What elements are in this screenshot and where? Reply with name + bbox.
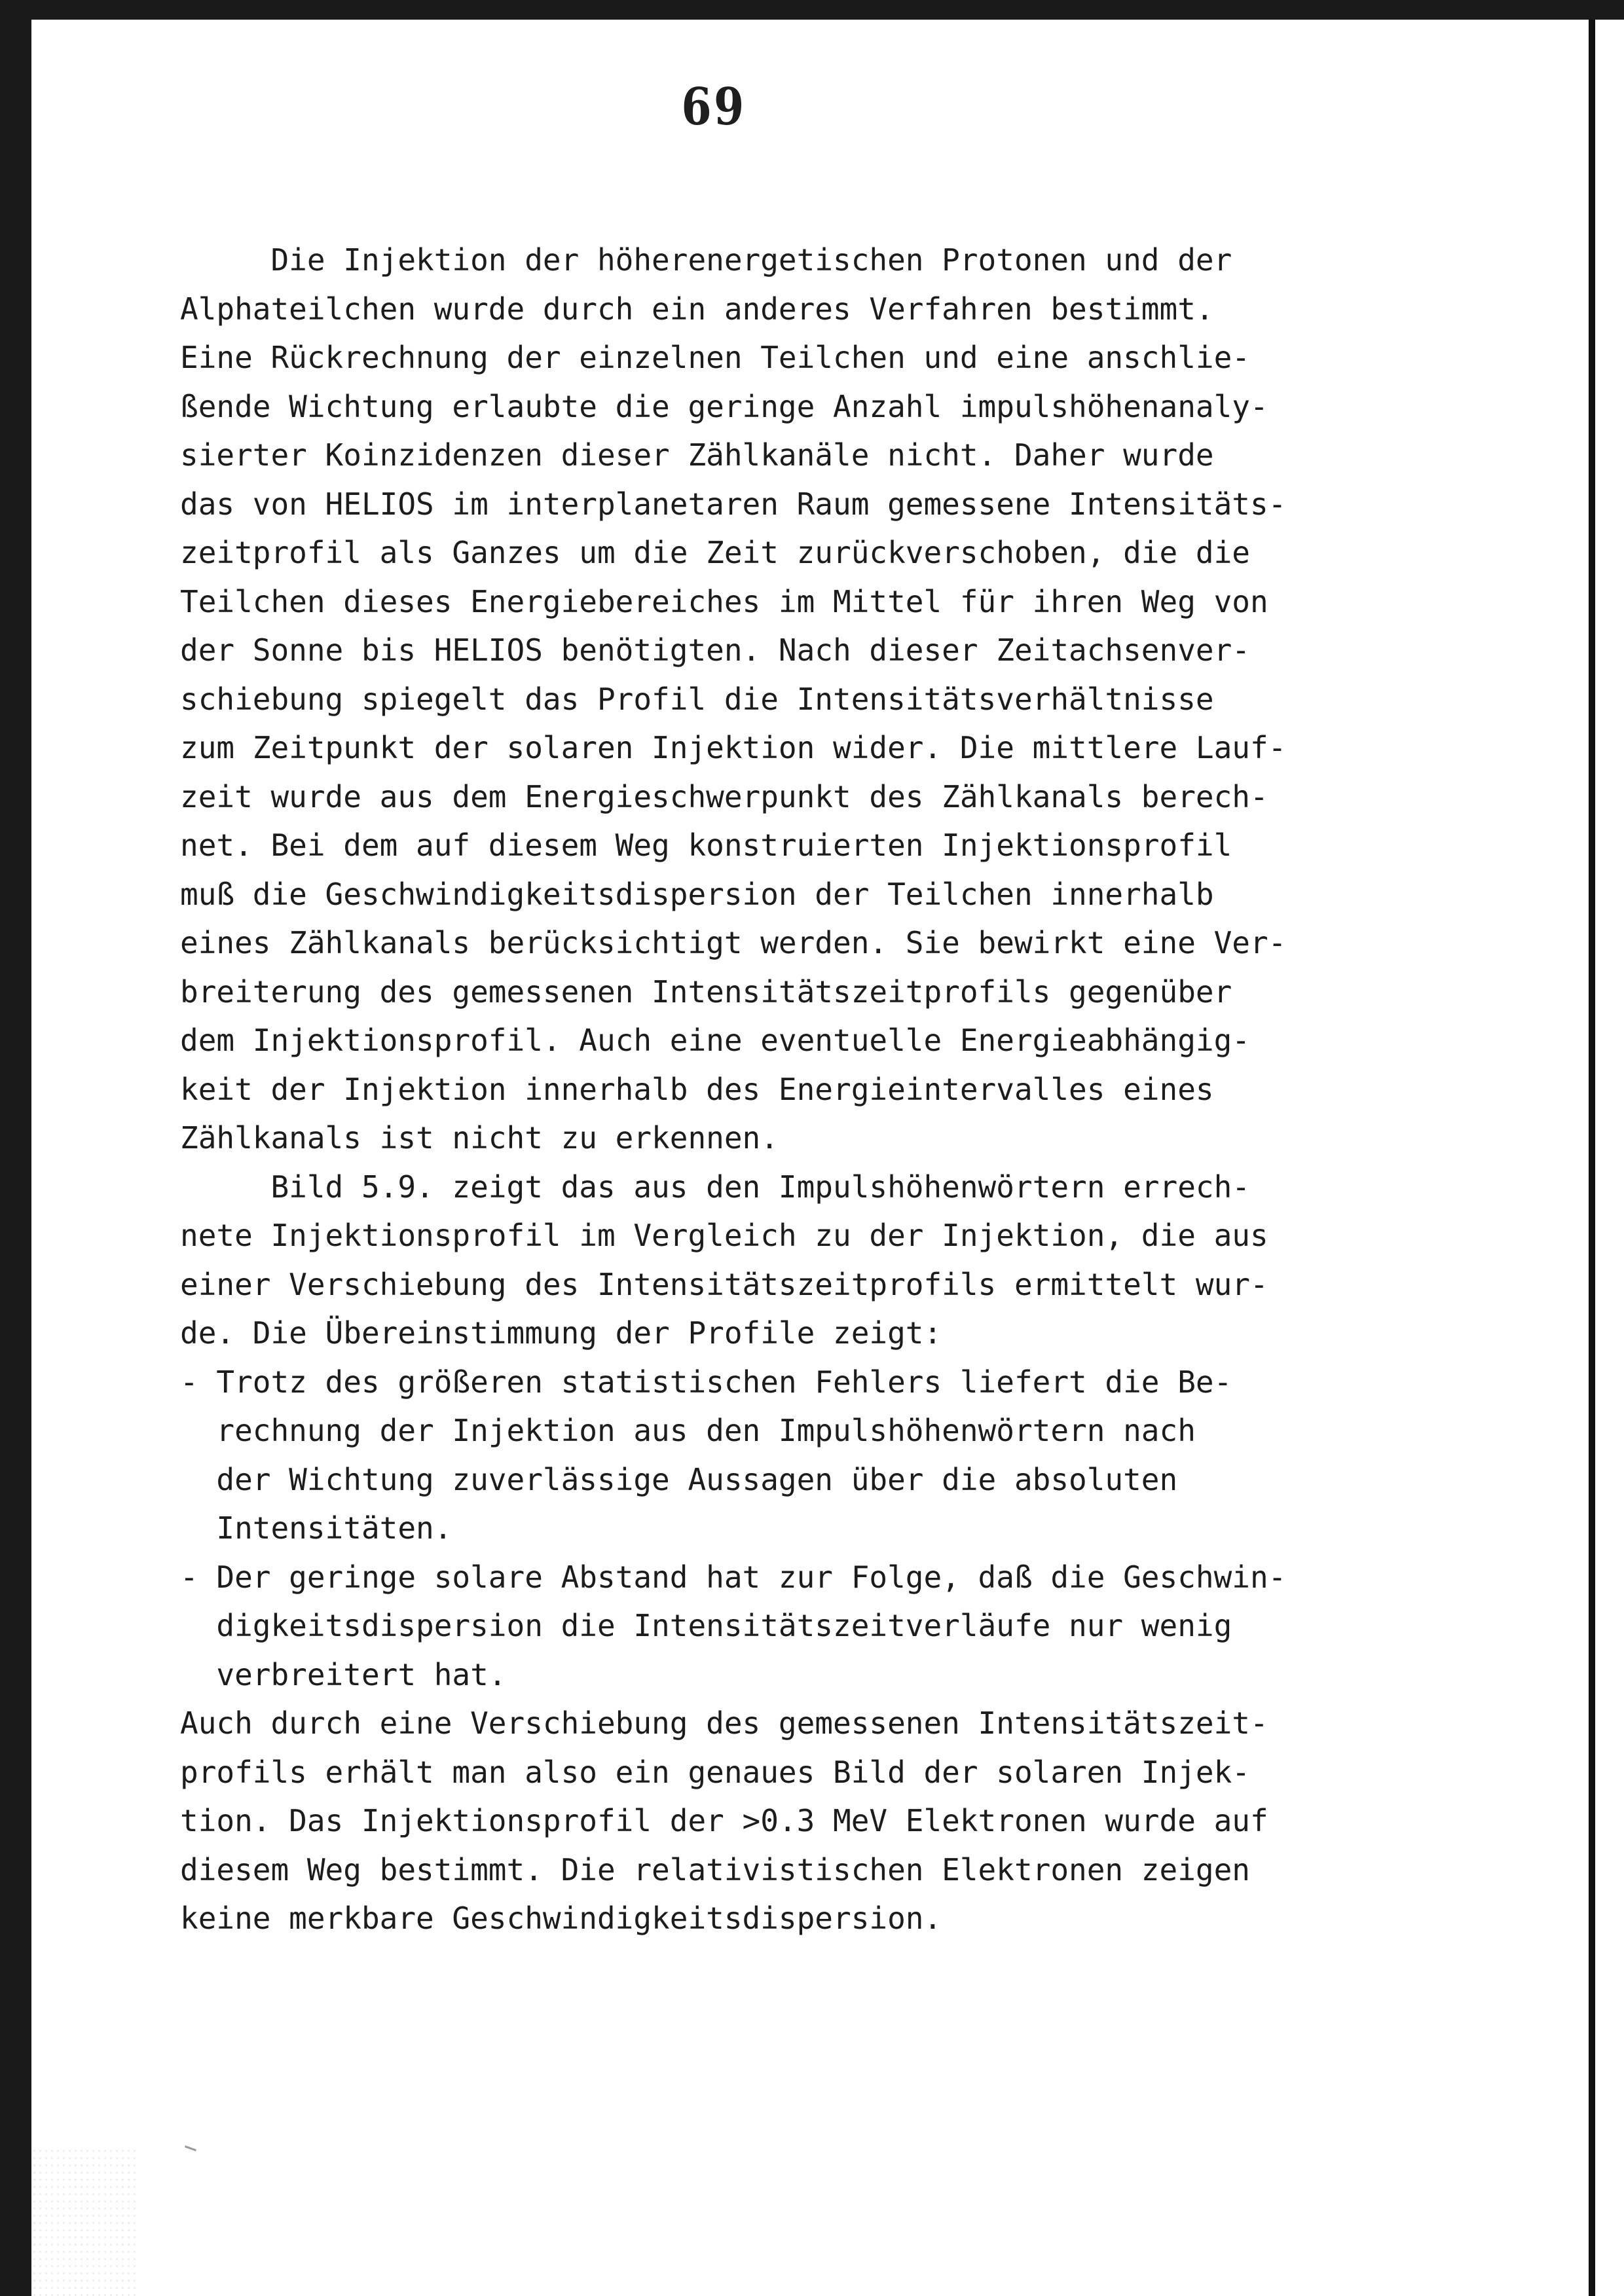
text-line: Auch durch eine Verschiebung des gemessenen Intensitätszeit- bbox=[180, 1705, 1268, 1741]
text-line: das von HELIOS im interplanetaren Raum gemessene Intensitäts- bbox=[180, 486, 1287, 522]
text-line: Alphateilchen wurde durch ein anderes Verfahren bestimmt. bbox=[180, 291, 1214, 327]
text-line: muß die Geschwindigkeitsdispersion der Teilchen innerhalb bbox=[180, 876, 1214, 912]
text-line: verbreitert hat. bbox=[180, 1656, 507, 1692]
text-line: sierter Koinzidenzen dieser Zählkanäle nicht. Daher wurde bbox=[180, 437, 1214, 473]
text-line: Bild 5.9. zeigt das aus den Impulshöhenwörtern errech- bbox=[180, 1169, 1250, 1205]
text-line: schiebung spiegelt das Profil die Intensitätsverhältnisse bbox=[180, 681, 1214, 717]
text-line: keit der Injektion innerhalb des Energieintervalles eines bbox=[180, 1071, 1214, 1107]
text-line: tion. Das Injektionsprofil der >0.3 MeV Elektronen wurde auf bbox=[180, 1803, 1268, 1838]
text-line: diesem Weg bestimmt. Die relativistischen Elektronen zeigen bbox=[180, 1851, 1250, 1887]
text-line: der Wichtung zuverlässige Aussagen über die absoluten bbox=[180, 1461, 1178, 1497]
scan-speckle bbox=[31, 2147, 136, 2296]
text-line: eines Zählkanals berücksichtigt werden. Sie bewirkt eine Ver- bbox=[180, 925, 1287, 960]
page-number: 69 bbox=[681, 77, 747, 137]
text-line: dem Injektionsprofil. Auch eine eventuelle Energieabhängig- bbox=[180, 1023, 1250, 1058]
text-line: - Trotz des größeren statistischen Fehlers liefert die Be- bbox=[180, 1364, 1232, 1400]
text-line: de. Die Übereinstimmung der Profile zeigt: bbox=[180, 1315, 942, 1351]
text-line: profils erhält man also ein genaues Bild der solaren Injek- bbox=[180, 1754, 1250, 1790]
text-line: digkeitsdispersion die Intensitätszeitverläufe nur wenig bbox=[180, 1608, 1232, 1643]
text-line: Intensitäten. bbox=[180, 1510, 452, 1546]
text-line: zum Zeitpunkt der solaren Injektion wider. Die mittlere Lauf- bbox=[180, 730, 1287, 765]
text-line: Eine Rückrechnung der einzelnen Teilchen und eine anschlie- bbox=[180, 340, 1250, 375]
text-line: ßende Wichtung erlaubte die geringe Anzahl impulshöhenanaly- bbox=[180, 388, 1268, 424]
text-line: zeit wurde aus dem Energieschwerpunkt des Zählkanals berech- bbox=[180, 778, 1268, 814]
text-line: nete Injektionsprofil im Vergleich zu der Injektion, die aus bbox=[180, 1218, 1268, 1253]
text-line: der Sonne bis HELIOS benötigten. Nach dieser Zeitachsenver- bbox=[180, 632, 1250, 668]
text-line: - Der geringe solare Abstand hat zur Folge, daß die Geschwin- bbox=[180, 1559, 1287, 1595]
text-line: net. Bei dem auf diesem Weg konstruierten Injektionsprofil bbox=[180, 828, 1232, 863]
body-text bbox=[180, 236, 1398, 1943]
text-line: Teilchen dieses Energiebereiches im Mittel für ihren Weg von bbox=[180, 583, 1268, 619]
text-line: keine merkbare Geschwindigkeitsdispersion. bbox=[180, 1901, 942, 1936]
text-line: zeitprofil als Ganzes um die Zeit zurückverschoben, die die bbox=[180, 535, 1250, 570]
text-line: einer Verschiebung des Intensitätszeitprofils ermittelt wur- bbox=[180, 1266, 1268, 1302]
text-line: rechnung der Injektion aus den Impulshöhenwörtern nach bbox=[180, 1413, 1196, 1448]
text-line: Die Injektion der höherenergetischen Protonen und der bbox=[180, 242, 1232, 278]
text-line: breiterung des gemessenen Intensitätszeitprofils gegenüber bbox=[180, 974, 1232, 1010]
text-line: Zählkanals ist nicht zu erkennen. bbox=[180, 1120, 779, 1156]
scan-edge-right bbox=[1589, 20, 1624, 2296]
